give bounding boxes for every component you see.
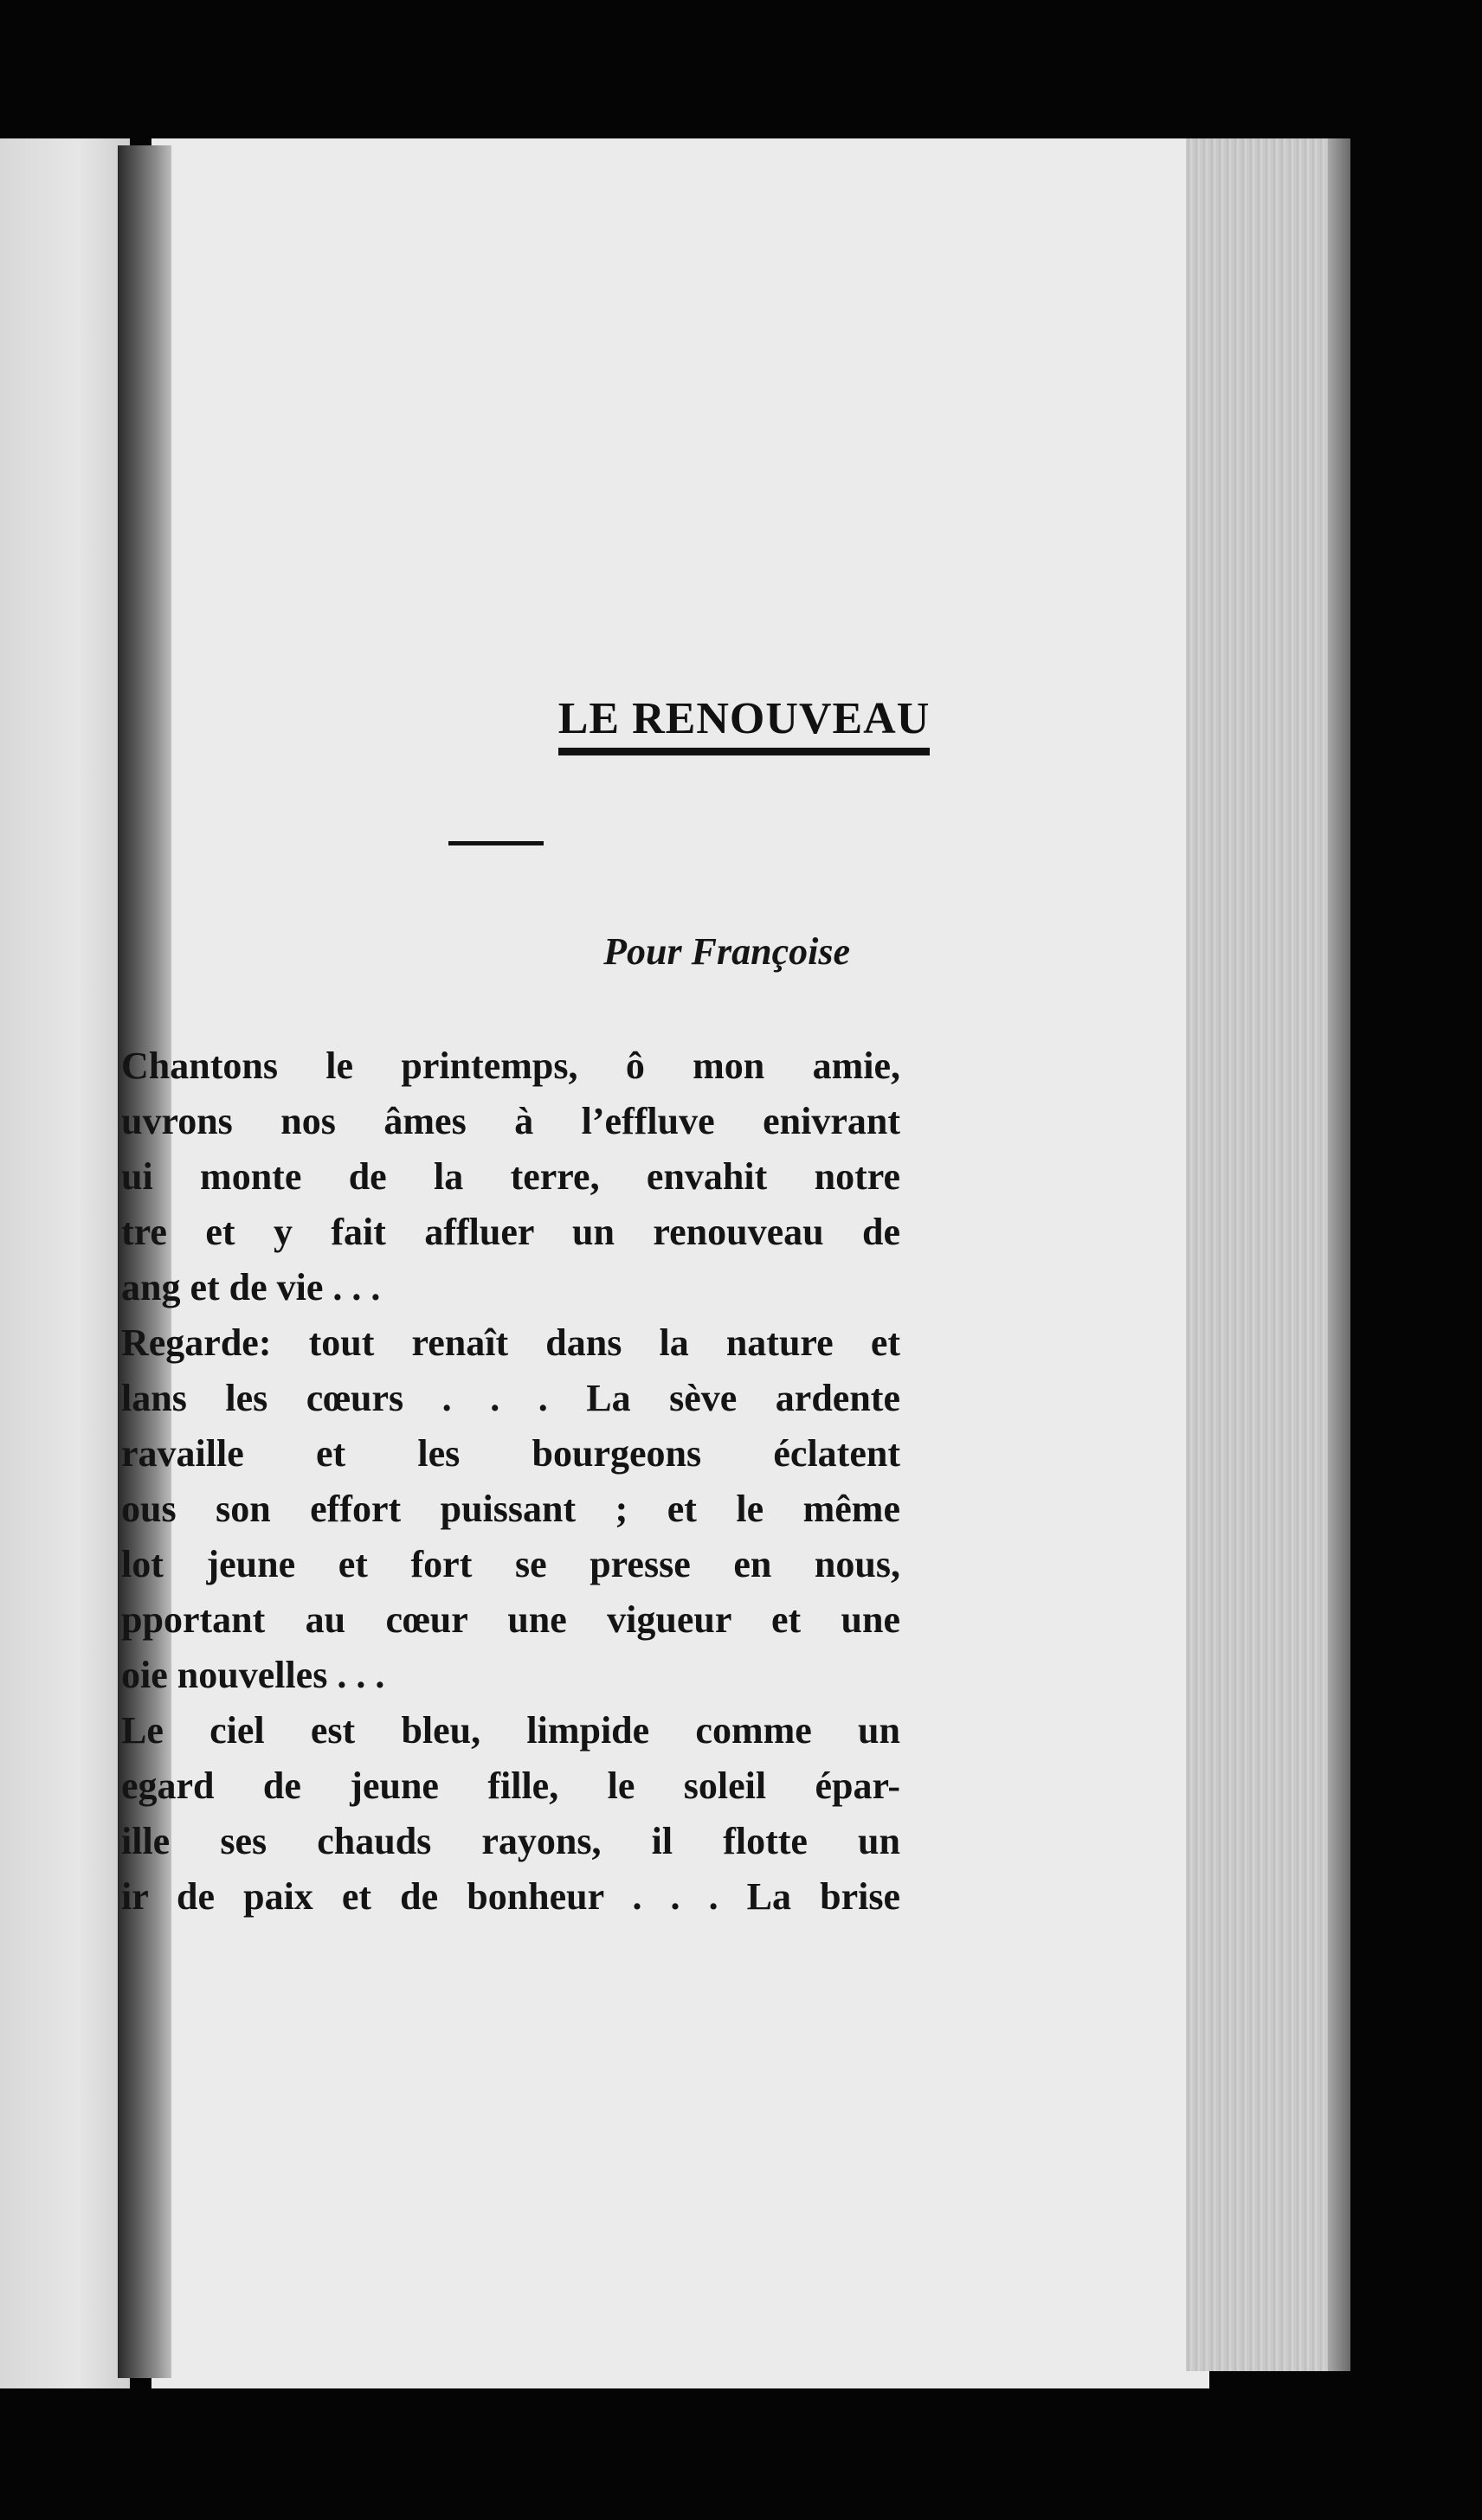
chapter-title-text: LE RENOUVEAU (558, 692, 931, 755)
text-line: uvrons nos âmes à l’effluve enivrant (121, 1100, 900, 1142)
text-line: lot jeune et fort se presse en nous, (121, 1543, 900, 1585)
chapter-title (0, 692, 1482, 755)
text-line: tre et y fait affluer un renouveau de (121, 1211, 900, 1253)
text-line: ille ses chauds rayons, il flotte un (121, 1820, 900, 1862)
text-line: ravaille et les bourgeons éclatent (121, 1432, 900, 1475)
text-line: pportant au cœur une vigueur et une (121, 1598, 900, 1641)
text-line: ir de paix et de bonheur . . . La brise (121, 1875, 900, 1918)
page-edges (1186, 138, 1350, 2371)
text-line: lans les cœurs . . . La sève ardente (121, 1377, 900, 1419)
text-line: Regarde: tout renaît dans la nature et (121, 1321, 900, 1364)
text-line: Chantons le printemps, ô mon amie, (121, 1045, 900, 1087)
text-line: egard de jeune fille, le soleil épar- (121, 1765, 900, 1807)
text-line: oie nouvelles . . . (121, 1654, 385, 1696)
body-text (121, 1038, 900, 1925)
text-line: ang et de vie . . . (121, 1266, 381, 1308)
dedication: Pour Françoise (603, 930, 850, 973)
text-line: Le ciel est bleu, limpide comme un (121, 1709, 900, 1752)
title-separator-rule (448, 841, 544, 845)
text-line: ui monte de la terre, envahit notre (121, 1155, 900, 1198)
text-line: ous son effort puissant ; et le même (121, 1488, 900, 1530)
facing-page (0, 138, 130, 2388)
